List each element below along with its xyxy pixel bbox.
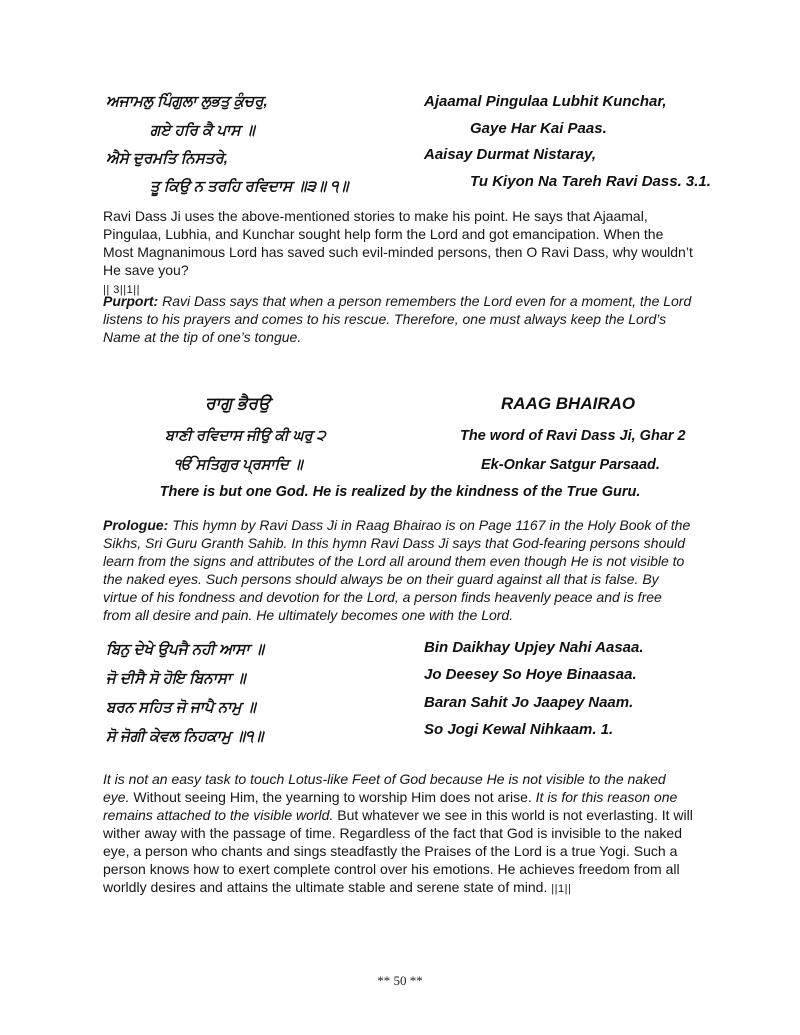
prologue-text: This hymn by Ravi Dass Ji in Raag Bhairao is on Page 1167 in the Holy Book of the Sikhs, Sri Guru Granth Sahib. In this hymn Ravi Dass Ji says that God-fearing persons should learn from the signs and attributes of the Lord all around them even though He is not visible to the naked eyes. Such persons should always be on their guard against all that is false. By virtue of his fondness and devotion for the Lord, a person finds heavenly peace and is free from all desire and pain. He ultimately becomes one with the Lord. [103,517,691,623]
verse-1-gurmukhi-line-1: ਅਜਾਮਲੁ ਪਿੰਗੁਲਾ ਲੁਭਤੁ ਕੁੰਚਰੁ, [106,93,268,110]
raag-gurmukhi-title: ਰਾਗੁ ਭੈਰਉ [205,394,271,413]
verse-1-translit-line-2: Gaye Har Kai Paas. [470,120,607,137]
raag-gurmukhi-line-2: ਬਾਣੀ ਰਵਿਦਾਸ ਜੀਉ ਕੀ ਘਰੁ ੨ [165,428,326,444]
purport-label: Purport: [103,293,159,309]
raag-gurmukhi-line-3: ੴ ਸਤਿਗੁਰ ਪ੍ਰਸਾਦਿ ॥ [174,457,303,473]
purport-text: Ravi Dass says that when a person remembers the Lord even for a moment, the Lord listens to his prayers and comes to his rescue. Therefore, one must always keep the Lord’s Name at the tip of one’s tongue. [103,293,692,345]
verse-2-gurmukhi-line-2: ਜੋ ਦੀਸੈ ਸੋ ਹੋਇ ਬਿਨਾਸਾ ॥ [106,670,246,687]
verse-2-translit-line-4: So Jogi Kewal Nihkaam. 1. [424,721,614,738]
prologue-label: Prologue: [103,517,169,533]
raag-english-line-2: The word of Ravi Dass Ji, Ghar 2 [460,428,686,444]
verse-marker: || 3||1|| [103,284,140,296]
verse-1-gurmukhi-line-2: ਗਏ ਹਰਿ ਕੈ ਪਾਸ ॥ [150,122,255,139]
explanation-2-normal-2: But whatever we see in this world is not everlasting. It will wither away with the passage of time. Regardless of the fact that God is invisible to the naked eye, a person who chants and sings steadfastly the Praises of the Lord is a true Yogi. Such a person knows how to exert complete control over his emotions. He achieves freedom from all worldly desires and attains the ultimate stable and serene state of mind. [103,807,693,895]
explanation-1 [103,207,693,299]
verse-2-gurmukhi-line-3: ਬਰਨ ਸਹਿਤ ਜੋ ਜਾਪੈ ਨਾਮੁ ॥ [106,699,256,716]
page-number: ** 50 ** [377,973,423,988]
explanation-2-italic-2: It is for this reason one remains attached to the visible world. [103,789,678,823]
verse-1-gurmukhi-line-3: ਐਸੇ ਦੁਰਮਤਿ ਨਿਸਤਰੇ, [106,150,228,167]
verse-1-translit-line-1: Ajaamal Pingulaa Lubhit Kunchar, [424,93,667,110]
verse-1-gurmukhi-line-4: ਤੂ ਕਿਉ ਨ ਤਰਹਿ ਰਵਿਦਾਸ ॥੩॥ ੧॥ [150,178,349,195]
explanation-1-text: Ravi Dass Ji uses the above-mentioned stories to make his point. He says that Ajaamal, Pingulaa, Lubhia, and Kunchar sought help form the Lord and got emancipation. When the Most Magnanimous Lord has saved such evil-minded persons, then O Ravi Dass, why wouldn’t He save you? [103,208,693,278]
mool-mantar-meaning: There is but one God. He is realized by the kindness of the True Guru. [159,484,641,500]
verse-1-translit-line-4: Tu Kiyon Na Tareh Ravi Dass. 3.1. [470,173,711,190]
verse-1-translit-line-3: Aaisay Durmat Nistaray, [424,146,597,163]
verse-2-translit-line-1: Bin Daikhay Upjey Nahi Aasaa. [424,639,644,656]
explanation-2-italic-1: It is not an easy task to touch Lotus-like Feet of God because He is not visible to the naked eye. [103,771,666,805]
verse-2-translit-line-2: Jo Deesey So Hoye Binaasaa. [424,666,637,683]
raag-english-title: RAAG BHAIRAO [501,394,636,413]
prologue [103,516,693,624]
verse-2-gurmukhi-line-4: ਸੋ ਜੋਗੀ ਕੇਵਲ ਨਿਹਕਾਮੁ ॥੧॥ [106,728,264,745]
explanation-2-normal-1: Without seeing Him, the yearning to worship Him does not arise. [129,789,536,805]
purport [103,292,693,346]
verse-2-gurmukhi-line-1: ਬਿਨੁ ਦੇਖੇ ਉਪਜੈ ਨਹੀ ਆਸਾ ॥ [106,641,264,658]
explanation-2 [103,770,693,898]
verse-2-translit-line-3: Baran Sahit Jo Jaapey Naam. [424,694,634,711]
raag-english-line-3: Ek-Onkar Satgur Parsaad. [481,457,660,473]
explanation-2-marker: ||1|| [551,883,572,895]
